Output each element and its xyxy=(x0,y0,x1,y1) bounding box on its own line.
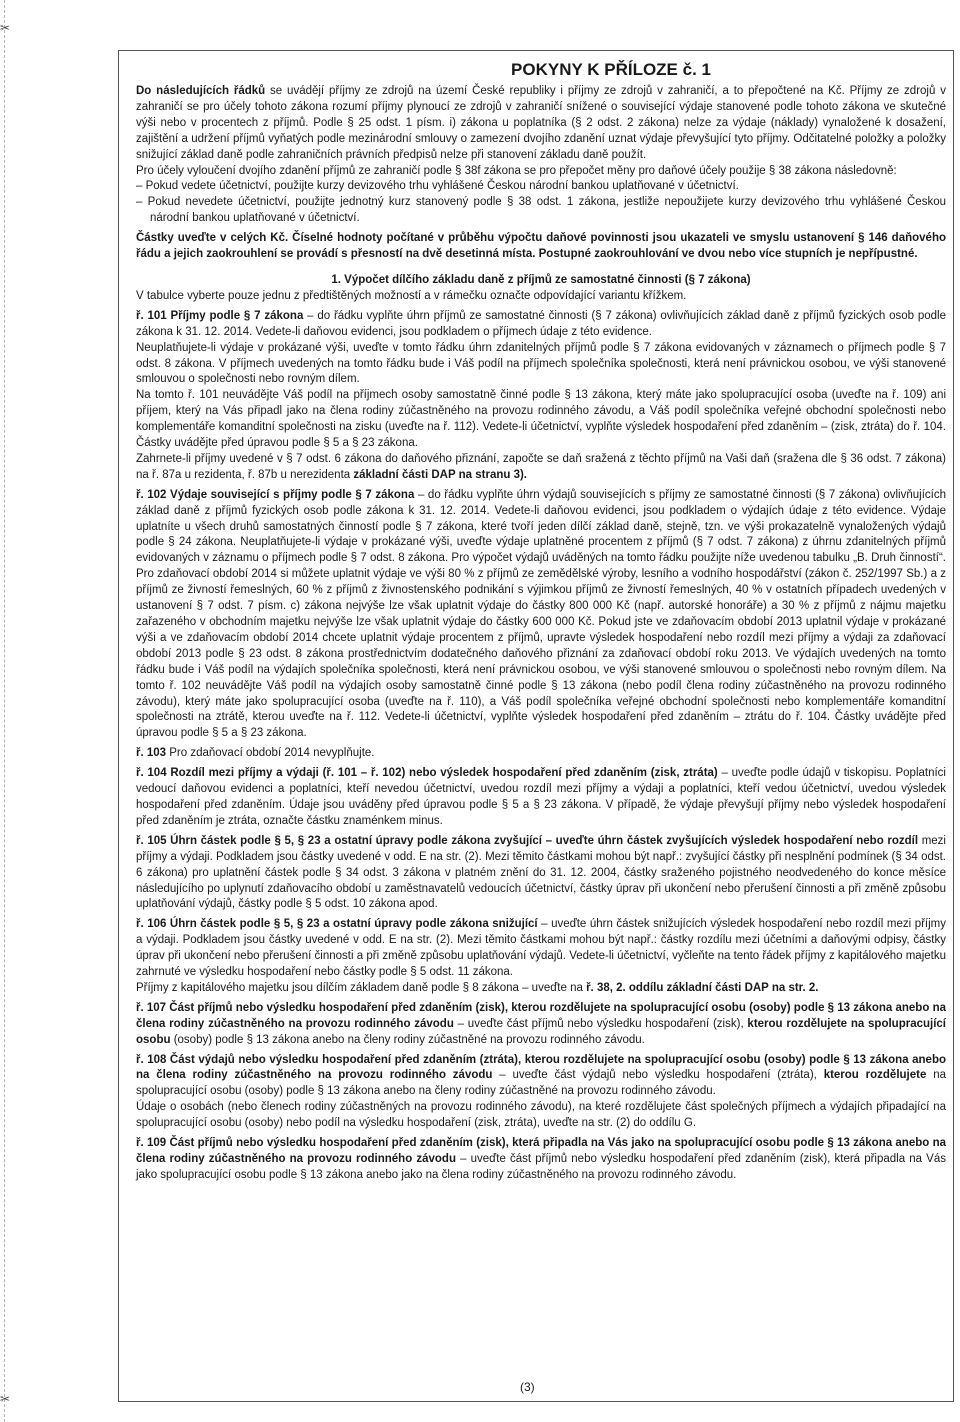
row-107-bold: kterou rozdělujete na spolupracující osobu xyxy=(136,1017,946,1046)
row-108-text3: na spolupracující osobu (osoby) podle § 13 zákona anebo na členy rodiny zúčastněné na provozu rodinného závodu. xyxy=(136,1069,946,1098)
cut-line xyxy=(4,0,5,1422)
rounding-paragraph xyxy=(136,231,946,263)
row-104-text: – uveďte podle údajů v tiskopisu. Poplatníci vedoucí daňovou evidenci a poplatníci, kteří nevedou účetnictví, uvedou rozdíl mezi příjmy a výdaji a poplatníci, kteří vedou účetnictví, uvedou výsledek hospodaření před zdaněním. Údaje jsou uváděny před úpravou podle § 5 a § 23 zákona. V případě, že výdaje převyšují příjmy nebo výsledek hospodaření před zdaněním je ztráta, označte částku znaménkem minus. xyxy=(136,767,946,827)
section-intro: V tabulce vyberte pouze jednu z předtištěných možností a v rámečku označte odpovídající variantu křížkem. xyxy=(136,289,687,302)
intro-text: se uvádějí příjmy ze zdrojů na území České republiky i příjmy ze zdrojů v zahraničí, a to přepočtené na Kč. Příjmy ze zdrojů v zahraničí se pro účely tohoto zákona rozumí příjmy plynoucí ze zdrojů v zahraničí snížené o související výdaje stanovené podle tohoto zákona ve skutečné výši nebo v procentech z příjmů. Podle § 25 odst. 1 písm. i) zákona u poplatníka (§ 2 odst. 2 zákona) nelze za výdaje (náklady) vynaložené k dosažení, zajištění a udržení příjmů vyňatých podle mezinárodní smlouvy o zamezení dvojího zdanění uznat výdaje převyšující tyto příjmy. Odčitatelné položky a položky snižující základ daně podle zahraničních právních předpisů nelze při stanovení základu daně použít. xyxy=(136,85,946,161)
row-105 xyxy=(136,834,946,914)
row-106-label: ř. 106 Úhrn částek podle § 5, § 23 a ostatní úpravy podle zákona snižující xyxy=(136,918,538,931)
row-101-text4 xyxy=(136,452,946,484)
row-102-label: ř. 102 Výdaje související s příjmy podle § 7 zákona xyxy=(136,488,415,501)
instructions-text xyxy=(136,54,946,1184)
row-101-text4b: základní části DAP na stranu 3). xyxy=(353,468,527,481)
row-103 xyxy=(136,746,946,762)
row-104-label: ř. 104 Rozdíl mezi příjmy a výdaji (ř. 101 – ř. 102) nebo výsledek hospodaření před zdaněním (zisk, ztráta) xyxy=(136,767,718,780)
row-109-label: ř. 109 Část příjmů nebo výsledku hospodaření před zdaněním (zisk), která připadla na Vás jako na spolupracující osobu podle § 13 zákona anebo na člena rodiny zúčastněného na provozu rodinného závodu xyxy=(136,1137,946,1165)
row-109-text: – uveďte část příjmů nebo výsledku hospodaření před zdaněním (zisk), která připadla na Vás jako spolupracující osobu podle § 13 zákona anebo jako na člena rodiny zúčastněného na provozu rodinného závodu. xyxy=(136,1153,946,1181)
row-106-text2a: Příjmy z kapitálového majetku jsou dílčím základem daně podle § 8 zákona – uveďte na xyxy=(136,981,587,994)
row-104 xyxy=(136,766,946,830)
row-106-text2b: ř. 38, 2. oddílu základní části DAP na str. 2. xyxy=(586,981,819,994)
row-109 xyxy=(136,1136,946,1184)
row-101-label: ř. 101 Příjmy podle § 7 zákona xyxy=(136,309,304,322)
row-102 xyxy=(136,488,946,743)
row-107-text3: (osoby) podle § 13 zákona anebo na členy rodiny zúčastněné na provozu rodinného závodu. xyxy=(170,1033,645,1046)
row-107 xyxy=(136,1001,946,1049)
bullet-no-accounting: – Pokud nevedete účetnictví, použijte jednotný kurz stanovený podle § 38 odst. 1 zákona, jestliže nepoužijete kurzy devizového trhu vyhlášené Českou národní bankou uplatňované v účetnictví. xyxy=(136,196,946,225)
rounding-text: Částky uveďte v celých Kč. Číselné hodnoty počítané v průběhu výpočtu daňové povinnosti jsou ukazateli ve smyslu ustanovení § 146 daňového řádu a jejich zaokrouhlení se provádí s přesností na dvě desetinná místa. Postupné zaokrouhlování ve dvou nebo více stupních je nepřípustné. xyxy=(136,232,946,261)
row-103-label: ř. 103 xyxy=(136,747,167,760)
row-108-bold: kterou rozdělujete xyxy=(823,1069,927,1082)
row-107-text: – uveďte část příjmů nebo výsledku hospodaření (zisk), xyxy=(453,1017,748,1030)
intro-lead: Do následujících řádků xyxy=(136,85,266,97)
bullet-accounting: – Pokud vedete účetnictví, použijte kurzy devizového trhu vyhlášené Českou národní bankou uplatňované v účetnictví. xyxy=(136,180,739,193)
page-number: (3) xyxy=(520,1380,535,1394)
page-title: POKYNY K PŘÍLOZE č. 1 xyxy=(511,60,711,79)
currency-paragraph: Pro účely vyloučení dvojího zdanění příjmů ze zahraničí podle § 38f zákona se pro přepočet měny pro daňové účely použije § 38 zákona následovně: xyxy=(136,164,897,177)
row-101-text4a: Zahrnete-li příjmy uvedené v § 7 odst. 6 zákona do daňového přiznání, započte se daň sražená z těchto příjmů na Vaši daň (sražena dle § 36 odst. 7 zákona) na ř. 87a u rezidenta, ř. 87b u nerezidenta xyxy=(136,452,946,481)
row-106 xyxy=(136,917,946,981)
row-106-capital xyxy=(136,981,946,997)
row-101-text3: Na tomto ř. 101 neuvádějte Váš podíl na příjmech osoby samostatně činné podle § 13 zákona, který máte jako spolupracující osoba (uveďte na ř. 109) ani příjem, který na Vás připadl jako na člena rodiny zúčastněného na provozu rodinného závodu, a Váš podíl společníka veřejné obchodní společnosti nebo komplementáře komanditní společnosti na zisku (uveďte na ř. 112). Vedete-li účetnictví, vyplňte výsledek hospodaření před zdaněním – (zisk, ztráta) do ř. 104. Částky uvádějte před úpravou podle § 5 a § 23 zákona. xyxy=(136,389,946,450)
row-105-label: ř. 105 Úhrn částek podle § 5, § 23 a ostatní úpravy podle zákona zvyšující – uveďte úhrn částek zvyšujících výsledek hospodaření nebo rozdíl xyxy=(136,834,919,847)
row-102-text: – do řádku vyplňte úhrn výdajů souvisejících s příjmy ze samostatné činnosti (§ 7 zákona) ovlivňujících základ daně z příjmů fyzických osob podle zákona k 31. 12. 2014. Vedete-li daňovou evidenci, jsou podkladem o výdajích údaje z této evidence. Výdaje uplatníte u všech druhů samostatných činností podle § 7 zákona, které tvoří jeden dílčí základ daně, stejně, tzn. ve výši prokazatelně vynaložených výdajů podle § 24 zákona. Neuplatňujete-li výdaje v prokázané výši, uveďte výdaje uplatněné procentem z příjmů (§ 7 odst. 7 zákona) z úhrnu zdanitelných příjmů evidovaných v záznamu o příjmech podle § 7 odst. 8 zákona. Pro výpočet výdajů uváděných na tomto řádku použijte níže uvedenou tabulku „B. Druh činností“. Pro zdaňovací období 2014 si můžete uplatnit výdaje ve výši 80 % z příjmů ze zemědělské výroby, lesního a vodního hospodářství (zákon č. 252/1997 Sb.) a z příjmů ze živností řemeslných, 60 % z příjmů z živnostenského podnikání s výjimkou příjmů ze živností řemeslných, 40 % v ostatních případech uvedených v ustanovení § 7 odst. 7 písm. c) zákona nejvýše lze však uplatnit výdaje do částky 800 000 Kč (např. autorské honoráře) a 30 % z příjmů z nájmu majetku zařazeného v obchodním majetku nejvýše lze však uplatnit výdaje do částky 600 000 Kč. Pokud jste ve zdaňovacím období 2013 uplatnil výdaje v prokázané výši a ve zdaňovacím období 2014 chcete uplatnit výdaje procentem z příjmů, upravte výsledek hospodaření nebo rozdíl mezi příjmy a výdaji za zdaňovací období 2013 podle § 23 odst. 8 zákona prostřednictvím dodatečného daňového přiznání za zdaňovací období roku 2013. Ve výdajích uvedených na tomto řádku bude i Váš podíl na výdajích společníka společnosti, která není právnickou osobou, ve výši stanovené smlouvou o společnosti nebo rovným dílem. Na tomto ř. 102 neuvádějte Váš podíl na výdajích osoby samostatně činné podle § 13 zákona (nebo podíl člena rodiny zúčastněného na provozu rodinného závodu), který máte jako spolupracující osoba (uveďte na ř. 110), a Váš podíl společníka veřejné obchodní společnosti nebo komplementáře komanditní společnosti na ztrátě, kterou uveďte na ř. 112. Vedete-li účetnictví, vyplňte výsledek hospodaření před zdaněním – ztrátu do ř. 104. Částky uvádějte před úpravou podle § 5 a § 23 zákona. xyxy=(136,488,946,740)
row-106-text: – uveďte úhrn částek snižujících výsledek hospodaření nebo rozdíl mezi příjmy a výdaji. Podkladem jsou částky uvedené v odd. E na str. (2). Mezi těmito částkami mohou být např.: částky rozdílu mezi účetními a daňovými odpisy, částky úprav při ukončení nebo přerušení činnosti a při změně způsobu uplatňování výdajů. Vedete-li účetnictví, vyčleňte na tento řádek příjmy z kapitálového majetku zahrnuté ve výsledku hospodaření nebo částky podle § 5 odst. 11 zákona. xyxy=(136,918,947,979)
row-103-text: Pro zdaňovací období 2014 nevyplňujte. xyxy=(166,747,375,760)
scissors-icon: ✂ xyxy=(0,1392,11,1406)
row-101-text: – do řádku vyplňte úhrn příjmů ze samostatné činnosti (§ 7 zákona) ovlivňujících základ daně z příjmů fyzických osob podle zákona k 31. 12. 2014. Vedete-li daňovou evidenci, jsou podkladem o příjmech údaje z této evidence. xyxy=(136,309,946,338)
row-107-label: ř. 107 Část příjmů nebo výsledku hospodaření před zdaněním (zisk), kterou rozdělujete na spolupracující osobu (osoby) podle § 13 zákona anebo na člena rodiny zúčastněného na provozu rodinného závodu xyxy=(136,1001,946,1030)
row-108-text4: Údaje o osobách (nebo členech rodiny zúčastněných na provozu rodinného závodu), na které rozdělujete část společných příjmech a výdajích připadající na spolupracující osobu (osoby) nebo podíl na výsledku hospodaření (zisk, ztráta), uveďte na str. (2) do oddílu G. xyxy=(136,1101,946,1130)
row-101 xyxy=(136,309,946,341)
row-108-label: ř. 108 Část výdajů nebo výsledku hospodaření před zdaněním (ztráta), kterou rozdělujete na spolupracující osobu (osoby) podle § 13 zákona anebo na člena rodiny zúčastněného na provozu rodinného závodu xyxy=(136,1053,946,1082)
row-108 xyxy=(136,1053,946,1101)
row-108-text: – uveďte část výdajů nebo výsledku hospodaření (ztráta), xyxy=(492,1069,824,1082)
section-title: 1. Výpočet dílčího základu daně z příjmů ze samostatné činnosti (§ 7 zákona) xyxy=(331,273,751,286)
intro-paragraph xyxy=(136,84,946,164)
row-101-text2: Neuplatňujete-li výdaje v prokázané výši, uveďte v tomto řádku úhrn zdanitelných příjmů podle § 7 zákona evidovaných v záznamech o příjmech podle § 7 odst. 8 zákona. V příjmech uvedených na tomto řádku bude i Váš podíl na příjmech společníka společnosti, která není právnickou osobou, ve výši stanovené smlouvou o společnosti nebo rovným dílem. xyxy=(136,341,946,386)
row-105-text: mezi příjmy a výdaji. Podkladem jsou částky uvedené v odd. E na str. (2). Mezi těmito částkami mohou být např.: zvyšující částky při nesplnění podmínek (§ 34 odst. 6 zákona) pro uplatnění částek podle § 34 odst. 3 zákona v platném znění do 31. 12. 2004, částky sraženého pojistného neodvedeného do konce měsíce následujícího po uplynutí zdaňovacího období u zaměstnavatelů vedoucích účetnictví, částky úprav při ukončení nebo přerušení činnosti a při změně způsobu uplatňování výdajů, částky podle § 5 odst. 10 zákona apod. xyxy=(136,834,946,911)
scissors-icon: ✂ xyxy=(0,21,11,35)
